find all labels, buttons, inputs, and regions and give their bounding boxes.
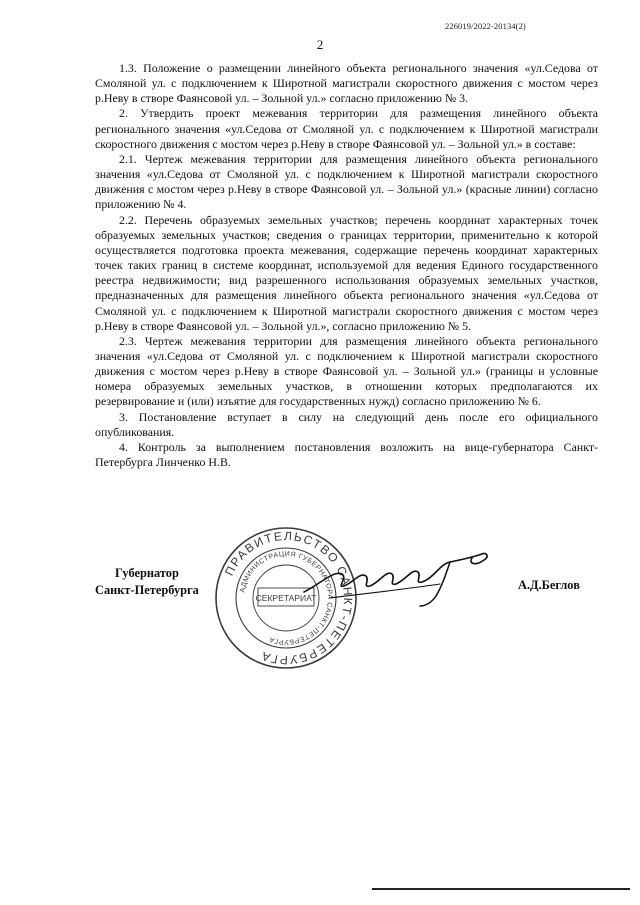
signatory-title-line-2: Санкт-Петербурга <box>95 583 199 597</box>
paragraph-3: 3. Постановление вступает в силу на следующий день после его официального опубликования. <box>95 409 598 439</box>
svg-text:АДМИНИСТРАЦИЯ ГУБЕРНАТОРА САНК: АДМИНИСТРАЦИЯ ГУБЕРНАТОРА САНКТ-ПЕТЕРБУРГА <box>239 550 334 646</box>
document-reference-number: 226019/2022-20134(2) <box>445 21 526 31</box>
svg-text:ПРАВИТЕЛЬСТВО САНКТ-ПЕТЕРБУРГА: ПРАВИТЕЛЬСТВО САНКТ-ПЕТЕРБУРГА <box>222 528 356 668</box>
svg-text:СЕКРЕТАРИАТ: СЕКРЕТАРИАТ <box>255 593 317 603</box>
page-number: 2 <box>316 37 324 52</box>
signatory-name: А.Д.Беглов <box>518 578 580 592</box>
paragraph-1-3: 1.3. Положение о размещении линейного объекта регионального значения «ул.Седова от Смоляной ул. с подключением к Широтной магистрали скоростного движения с мостом через р.Неву в створе Фаянсовой ул. – Зольной ул.» согласно приложению № 3. <box>95 61 598 106</box>
paragraph-2-1: 2.1. Чертеж межевания территории для размещения линейного объекта регионального значения «ул.Седова от Смоляной ул. с подключением к Широтной магистрали скоростного движения с мостом через р.Неву в створе Фаянсовой ул. – Зольной ул.» (красные линии) согласно приложению № 4. <box>95 151 598 212</box>
paragraph-2-2: 2.2. Перечень образуемых земельных участков; перечень координат характерных точек образуемых земельных участков; сведения о границах территории, применительно к которой осуществляется подготовка проекта межевания, содержащие перечень координат характерных точек таких границ в системе координат, используемой для ведения Единого государственного реестра недвижимости; вид разрешенного использования образуемых земельных участков, предназначенных для размещения линейного объекта регионального значения «ул.Седова от Смоляной ул. с подключением к Широтной магистрали скоростного движения с мостом через р.Неву в створе Фаянсовой ул. – Зольной ул.», согласно приложению № 5. <box>95 212 598 333</box>
footer-rule <box>372 888 630 890</box>
document-body <box>95 61 598 470</box>
paragraph-2: 2. Утвердить проект межевания территории для размещения линейного объекта регионального значения «ул.Седова от Смоляной ул. с подключением к Широтной магистрали скоростного движения с мостом через р.Неву в створе Фаянсовой ул. – Зольной ул.» в составе: <box>95 106 598 151</box>
handwritten-signature <box>300 540 500 610</box>
paragraph-4: 4. Контроль за выполнением постановления возложить на вице-губернатора Санкт-Петербурга Линченко Н.В. <box>95 439 598 470</box>
signatory-title <box>95 565 199 599</box>
paragraph-2-3: 2.3. Чертеж межевания территории для размещения линейного объекта регионального значения «ул.Седова от Смоляной ул. с подключением к Широтной магистрали скоростного движения с мостом через р.Неву в створе Фаянсовой ул. – Зольной ул.» (границы и условные номера образуемых земельных участков, в отношении которых предполагаются их резервирование и (или) изъятие для государственных нужд) согласно приложению № 6. <box>95 333 598 409</box>
signatory-title-line-1: Губернатор <box>115 566 179 580</box>
